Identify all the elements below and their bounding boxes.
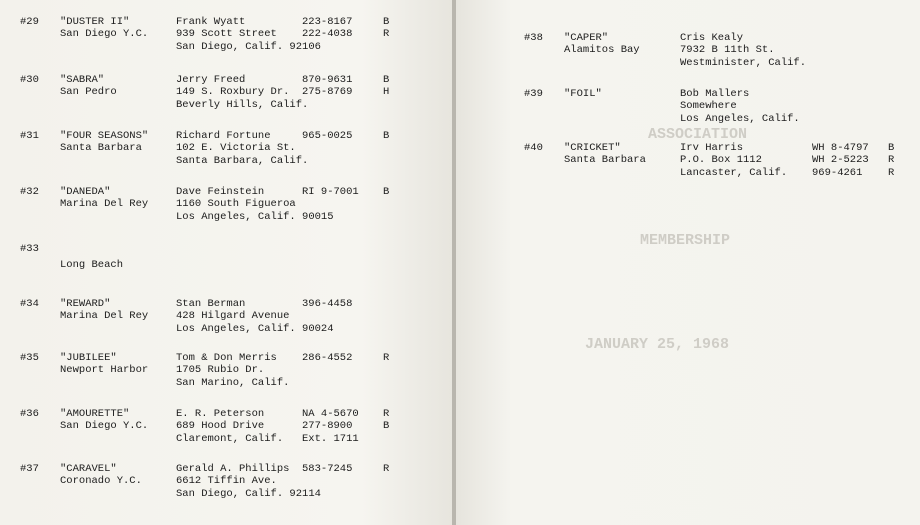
boat-info: [60, 463, 142, 488]
owner-line: Bob Mallers: [680, 88, 750, 100]
boat-info: [564, 32, 640, 57]
boat-name: "FOUR SEASONS": [60, 130, 149, 142]
boat-name: "CRICKET": [564, 142, 621, 154]
boat-name: "CAPER": [564, 32, 609, 44]
sail-code: B: [383, 186, 390, 198]
owner-line: Los Angeles, Calif. 90024: [176, 322, 334, 335]
entry-number: #31: [20, 130, 39, 142]
yacht-club: Santa Barbara: [564, 154, 646, 167]
owner-address: [176, 352, 289, 389]
owner-line: Somewhere: [680, 100, 737, 113]
sail-code: R: [383, 28, 390, 41]
owner-line: Jerry Freed: [176, 74, 246, 86]
phone-numbers: [302, 408, 359, 445]
phone-number: Ext. 1711: [302, 432, 359, 445]
owner-line: Frank Wyatt: [176, 16, 246, 28]
sail-code: B: [383, 74, 390, 86]
phone-numbers: [302, 463, 352, 475]
owner-line: San Marino, Calif.: [176, 376, 290, 389]
phone-number: 583-7245: [302, 463, 353, 475]
directory-entry: [20, 74, 420, 114]
yacht-club: Alamitos Bay: [564, 44, 640, 57]
sail-code: R: [888, 154, 895, 167]
phone-number: WH 8-4797: [812, 142, 869, 154]
yacht-club: Coronado Y.C.: [60, 475, 142, 488]
directory-entry: [20, 243, 420, 283]
entry-number: #38: [524, 32, 543, 44]
boat-info: [60, 74, 117, 99]
boat-info: [564, 142, 646, 167]
directory-entry: [20, 298, 420, 338]
sail-code: B: [888, 142, 895, 154]
owner-line: 1160 South Figueroa: [176, 198, 296, 211]
boat-name: "AMOURETTE": [60, 408, 130, 420]
phone-number: 277-8900: [302, 420, 353, 433]
owner-line: 939 Scott Street: [176, 28, 277, 41]
owner-line: Santa Barbara, Calif.: [176, 154, 309, 167]
phone-number: NA 4-5670: [302, 408, 359, 420]
owner-address: [176, 130, 308, 167]
directory-entry: [20, 130, 420, 170]
owner-line: 689 Hood Drive: [176, 420, 265, 433]
boat-name: "FOIL": [564, 88, 602, 100]
sail-code: R: [383, 352, 390, 364]
boat-info: [60, 352, 148, 377]
phone-number: WH 2-5223: [812, 154, 869, 167]
owner-line: 7932 B 11th St.: [680, 44, 775, 57]
owner-line: Richard Fortune: [176, 130, 271, 142]
sail-code: R: [888, 166, 895, 179]
phone-numbers: [302, 352, 352, 364]
phone-numbers: [302, 74, 352, 99]
directory-entry: [20, 463, 420, 503]
yacht-club: San Pedro: [60, 86, 117, 99]
owner-line: Los Angeles, Calif. 90015: [176, 210, 334, 223]
bleed-through-association: ASSOCIATION: [648, 126, 748, 143]
boat-name: "SABRA": [60, 74, 105, 86]
entry-number: #37: [20, 463, 39, 475]
sail-codes: [383, 186, 389, 198]
owner-line: San Diego, Calif. 92114: [176, 487, 321, 500]
owner-address: [680, 88, 800, 125]
sail-code: H: [383, 86, 390, 99]
owner-line: Westminister, Calif.: [680, 56, 807, 69]
directory-entry: [20, 16, 420, 56]
phone-numbers: [302, 186, 359, 198]
phone-numbers: [302, 130, 352, 142]
boat-info: [60, 186, 148, 211]
phone-number: 223-8167: [302, 16, 353, 28]
left-page: [0, 0, 452, 525]
phone-number: 396-4458: [302, 298, 353, 310]
owner-line: 102 E. Victoria St.: [176, 142, 296, 155]
owner-address: [176, 74, 308, 111]
yacht-club: Newport Harbor: [60, 364, 149, 377]
sail-code: R: [383, 408, 390, 420]
phone-number: RI 9-7001: [302, 186, 359, 198]
yacht-club: San Diego Y.C.: [60, 420, 149, 433]
boat-name: "DUSTER II": [60, 16, 130, 28]
phone-numbers: [302, 16, 352, 41]
phone-number: 222-4038: [302, 28, 353, 41]
owner-line: 149 S. Roxbury Dr.: [176, 86, 290, 99]
phone-number: 965-0025: [302, 130, 353, 142]
directory-entry: [524, 32, 920, 72]
boat-info: [60, 298, 148, 323]
entry-number: #35: [20, 352, 39, 364]
owner-line: Lancaster, Calif.: [680, 166, 788, 179]
boat-info: [60, 243, 123, 271]
boat-name: "REWARD": [60, 298, 111, 310]
sail-codes: [383, 74, 389, 99]
entry-number: #30: [20, 74, 39, 86]
boat-name: "CARAVEL": [60, 463, 117, 475]
bleed-through-date: JANUARY 25, 1968: [585, 336, 730, 353]
sail-codes: [383, 16, 389, 41]
boat-info: [564, 88, 602, 100]
entry-number: #29: [20, 16, 39, 28]
sail-codes: [383, 463, 389, 475]
phone-number: 286-4552: [302, 352, 353, 364]
owner-line: Gerald A. Phillips: [176, 463, 290, 475]
yacht-club: Long Beach: [60, 259, 124, 271]
phone-numbers: [302, 298, 352, 310]
owner-line: E. R. Peterson: [176, 408, 265, 420]
owner-line: Cris Kealy: [680, 32, 744, 44]
sail-code: B: [383, 420, 390, 433]
owner-address: [176, 16, 321, 53]
owner-line: Los Angeles, Calif.: [680, 112, 800, 125]
entry-number: #34: [20, 298, 39, 310]
entry-number: #36: [20, 408, 39, 420]
boat-name: "JUBILEE": [60, 352, 117, 364]
owner-line: Beverly Hills, Calif.: [176, 98, 309, 111]
owner-address: [176, 408, 283, 445]
sail-codes: [383, 352, 389, 364]
sail-codes: [383, 408, 389, 433]
owner-line: San Diego, Calif. 92106: [176, 40, 321, 53]
sail-codes: [888, 142, 894, 179]
phone-number: 275-8769: [302, 86, 353, 99]
owner-line: Dave Feinstein: [176, 186, 265, 198]
owner-line: P.O. Box 1112: [680, 154, 762, 167]
yacht-club: San Diego Y.C.: [60, 28, 149, 41]
phone-number: 870-9631: [302, 74, 353, 86]
entry-number: #33: [20, 243, 39, 255]
bleed-through-membership: MEMBERSHIP: [640, 232, 731, 249]
directory-entry: [20, 408, 420, 448]
boat-name: "DANEDA": [60, 186, 111, 198]
boat-info: [60, 16, 148, 41]
sail-code: B: [383, 16, 390, 28]
owner-address: [680, 32, 806, 69]
directory-entry: [20, 186, 420, 226]
directory-entry: [20, 352, 420, 392]
owner-line: 428 Hilgard Avenue: [176, 310, 290, 323]
owner-address: [680, 142, 787, 179]
owner-address: [176, 463, 321, 500]
sail-codes: [383, 130, 389, 142]
entry-number: #40: [524, 142, 543, 154]
owner-line: 6612 Tiffin Ave.: [176, 475, 277, 488]
entry-number: #39: [524, 88, 543, 100]
phone-numbers: [812, 142, 869, 179]
phone-number: 969-4261: [812, 166, 863, 179]
boat-info: [60, 408, 148, 433]
owner-line: Claremont, Calif.: [176, 432, 284, 445]
entry-number: #32: [20, 186, 39, 198]
boat-info: [60, 130, 148, 155]
owner-line: 1705 Rubio Dr.: [176, 364, 265, 377]
owner-line: Irv Harris: [680, 142, 744, 154]
directory-entry: [524, 88, 920, 128]
owner-line: Stan Berman: [176, 298, 246, 310]
owner-line: Tom & Don Merris: [176, 352, 277, 364]
yacht-club: Marina Del Rey: [60, 310, 149, 323]
yacht-club: Santa Barbara: [60, 142, 142, 155]
yacht-club: Marina Del Rey: [60, 198, 149, 211]
directory-entry: [524, 142, 920, 182]
right-page: [456, 0, 920, 525]
sail-code: R: [383, 463, 390, 475]
sail-code: B: [383, 130, 390, 142]
